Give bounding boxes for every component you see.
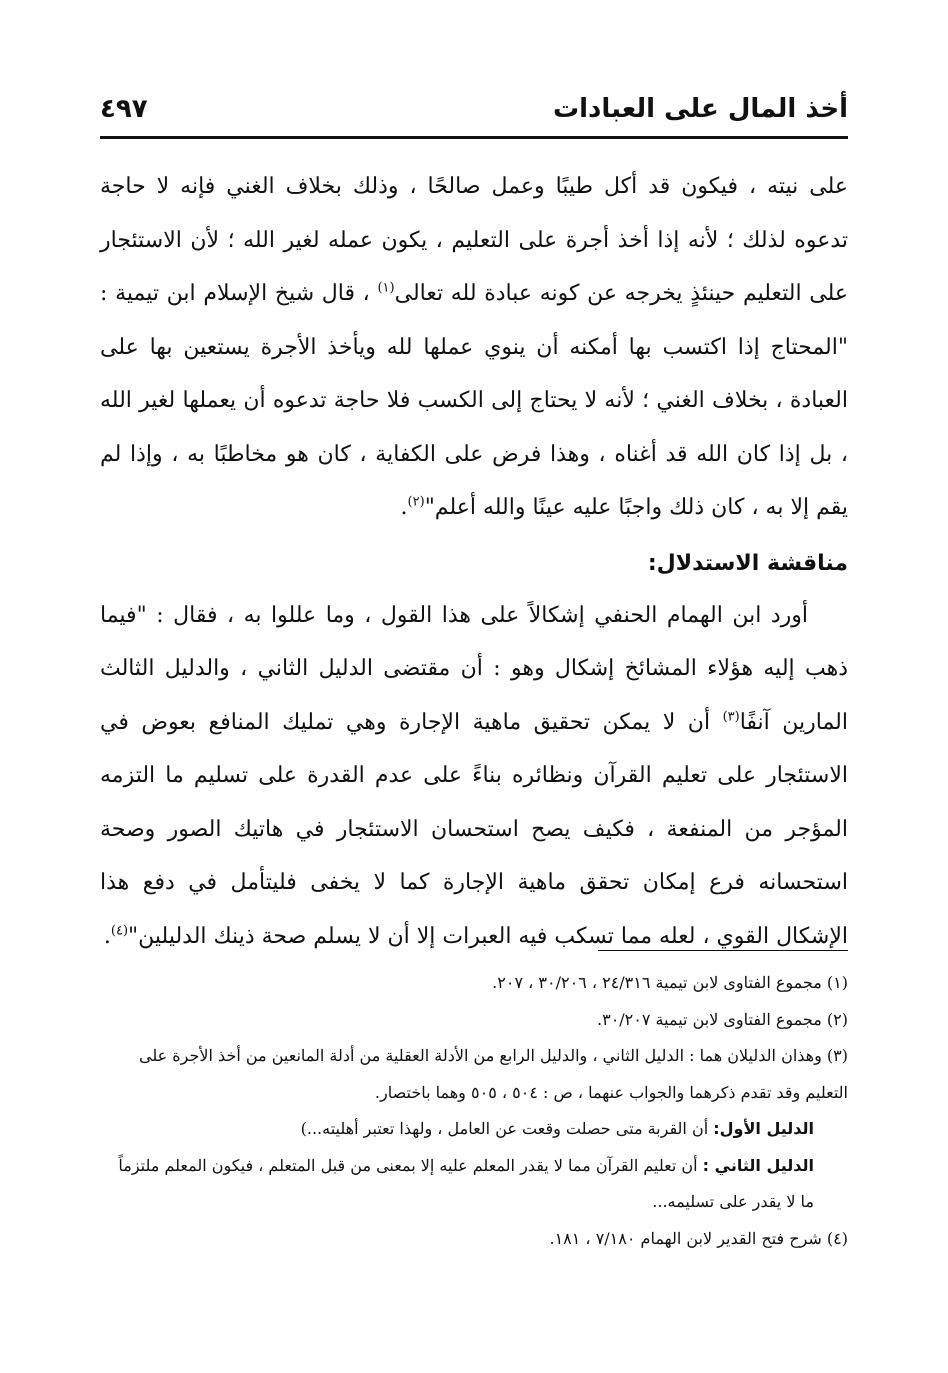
second-evidence-text: أن تعليم القرآن مما لا يقدر المعلم عليه إلا بمعنى من قبل المتعلم ، فيكون المعلم ملتزماً ما لا يقدر على تسليمه... <box>118 1155 814 1211</box>
footnote-4: (٤) شرح فتح القدير لابن الهمام ٧/١٨٠ ، ١٨١. <box>549 1228 848 1248</box>
footnote-3-first-evidence <box>100 1111 848 1148</box>
first-evidence-label: الدليل الأول: <box>713 1119 814 1138</box>
footnote-2: (٢) مجموع الفتاوى لابن تيمية ٣٠/٢٠٧. <box>597 1009 848 1029</box>
paragraph-1-continued: ، قال شيخ الإسلام ابن تيمية : "المحتاج إذا اكتسب بها أمكنه أن ينوي عملها لله ويأخذ الأجرة يستعين بها على العبادة ، بخلاف الغني ؛ لأنه لا يحتاج إلى الكسب فلا حاجة تدعوه أن يعملها لغير الله ، بل إذا كان الله قد أغناه ، وهذا فرض على الكفاية ، كان هو مخاطبًا به ، وإذا لم يقم إلا به ، كان ذلك واجبًا عليه عينًا والله أعلم" <box>100 281 849 520</box>
paragraph-1-text: على نيته ، فيكون قد أكل طيبًا وعمل صالحًا ، وذلك بخلاف الغني فإنه لا حاجة تدعوه لذلك ؛ لأنه إذا أخذ أجرة على التعليم ، يكون عمله لغير الله ؛ لأن الاستئجار على التعليم حينئذٍ يخرجه عن كونه عبادة لله تعالى <box>100 174 848 306</box>
footnote-1: (١) مجموع الفتاوى لابن تيمية ٢٤/٣١٦ ، ٣٠/٢٠٦ ، ٢٠٧. <box>492 973 848 992</box>
section-heading: مناقشة الاستدلال: <box>647 550 848 576</box>
running-header <box>100 92 848 139</box>
paragraph-2-end: . <box>103 923 111 949</box>
footnote-ref-4[interactable]: (٤) <box>110 923 129 939</box>
footnote-3: (٣) وهذان الدليلان هما : الدليل الثاني ، والدليل الرابع من الأدلة العقلية من أدلة المانعين من أخذ الأجرة على التعليم وقد تقدم ذكرهما والجواب عنهما ، ص : ٥٠٤ ، ٥٠٥ وهما باختصار. <box>139 1046 848 1102</box>
paragraph-2-continued: أن لا يمكن تحقيق ماهية الإجارة وهي تمليك المنافع بعوض في الاستئجار على تعليم القرآن ونظائره بناءً على عدم القدرة على تسليم ما التزمه المؤجر من المنفعة ، فكيف يصح استحسان الاستئجار في هاتيك الصور وصحة استحسانه فرع إمكان تحقق ماهية الإجارة كما لا يخفى فليتأمل في دفع هذا الإشكال القوي ، لعله مما تسكب فيه العبرات إلا أن لا يسلم صحة ذينك الدليلين" <box>100 709 848 949</box>
page-number: ٤٩٧ <box>100 94 148 124</box>
footnote-divider <box>598 950 848 951</box>
main-text <box>100 160 848 963</box>
footnote-ref-3[interactable]: (٣) <box>722 709 740 725</box>
paragraph-1-end: . <box>400 495 408 520</box>
first-evidence-text: أن القربة متى حصلت وقعت عن العامل ، ولهذا تعتبر أهليته...) <box>300 1119 709 1138</box>
second-evidence-label: الدليل الثاني : <box>702 1155 814 1175</box>
footnote-ref-2[interactable]: (٢) <box>407 494 425 510</box>
header-title: أخذ المال على العبادات <box>552 94 848 124</box>
paragraph-2-text: أورد ابن الهمام الحنفي إشكالاً على هذا القول ، وما عللوا به ، فقال : "فيما ذهب إليه هؤلاء المشائخ إشكال وهو : أن مقتضى الدليل الثاني ، والدليل الثالث المارين آنفًا <box>100 602 848 735</box>
paragraph-1 <box>100 160 848 535</box>
paragraph-2 <box>100 589 848 964</box>
footnotes <box>100 965 848 1257</box>
footnote-3-second-evidence <box>100 1148 848 1221</box>
footnote-ref-1[interactable]: (١) <box>377 280 395 296</box>
